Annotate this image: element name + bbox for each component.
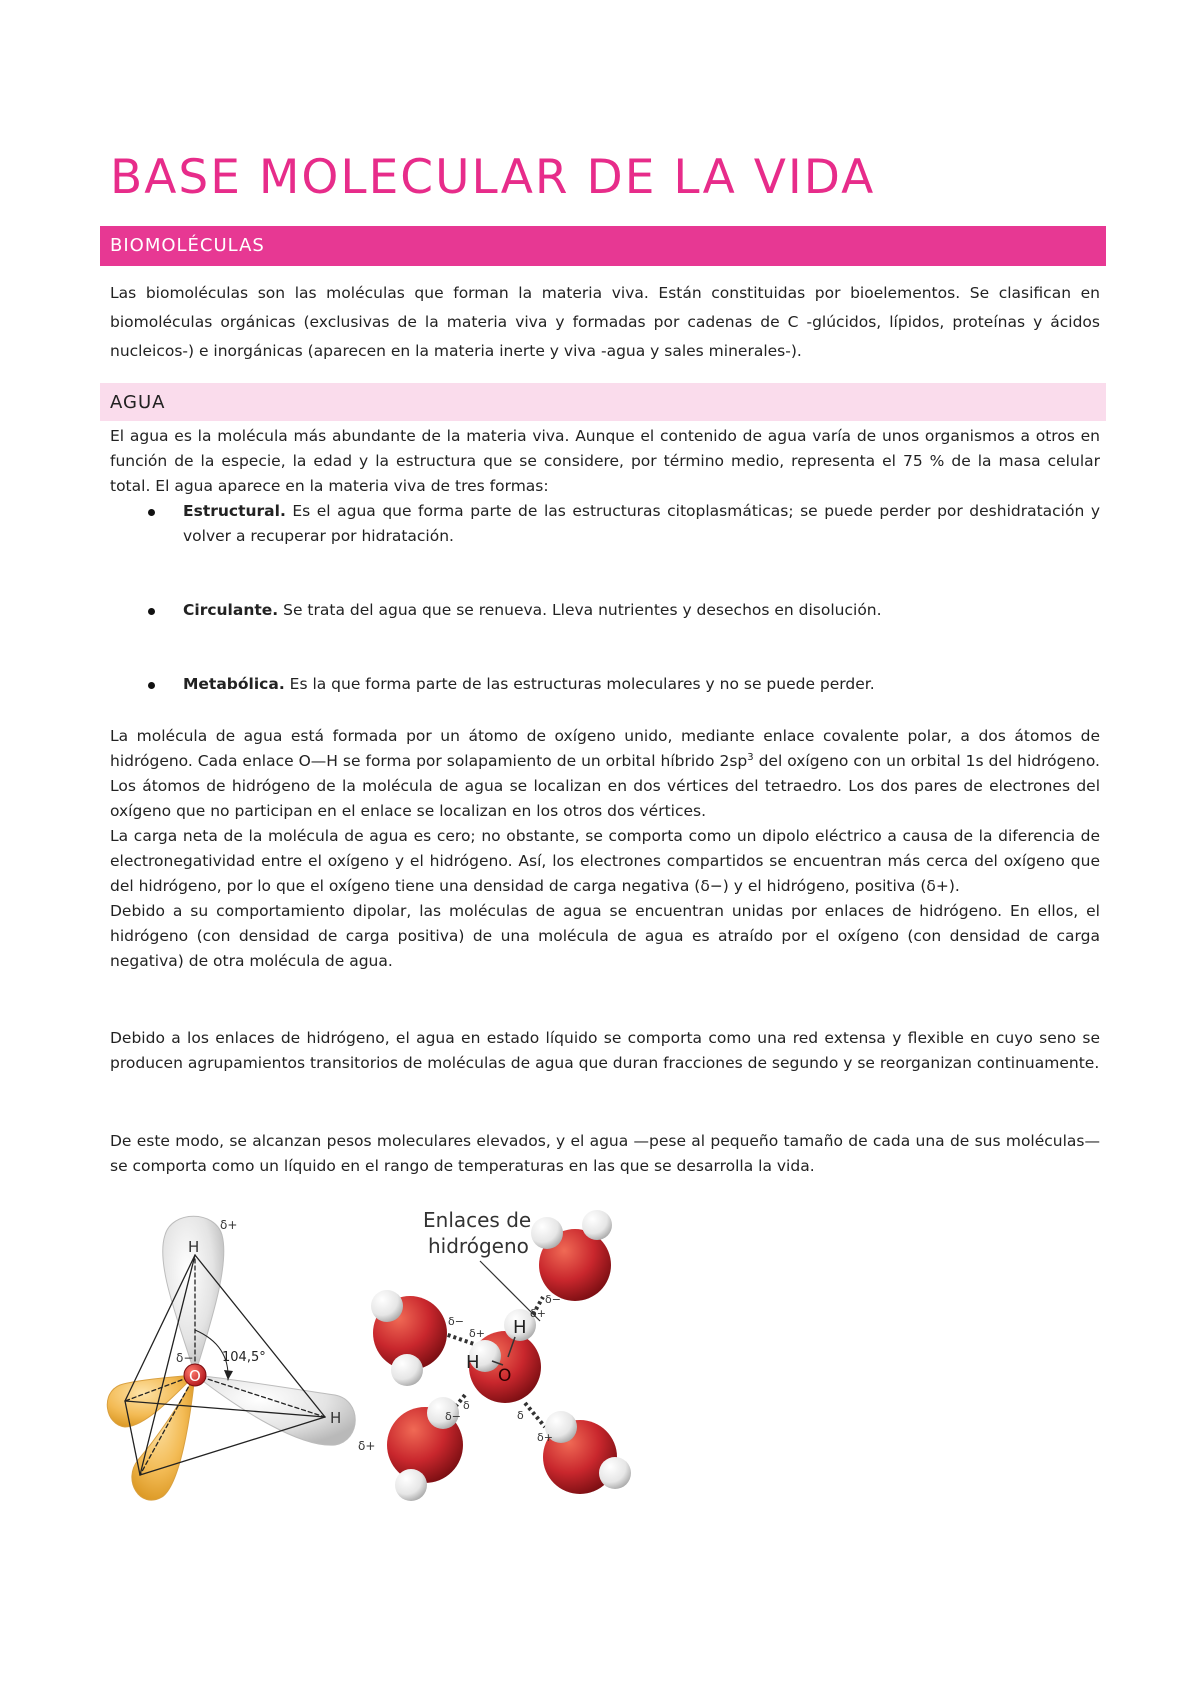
label-bond-angle: 104,5° xyxy=(222,1350,266,1365)
molecule-text-part2: del oxígeno con un orbital 1s del hidrógeno. Los átomos de hidrógeno de la molécula de agua se localizan en dos vértices del tetraedro. Los dos pares de electrones del oxígeno que no participan en el enlace se localizan en los otros dos vértices. xyxy=(110,752,1100,820)
bullet-dot-icon xyxy=(148,682,155,689)
label-hydrogen-top: H xyxy=(188,1238,200,1256)
bullet-estructural xyxy=(110,499,1100,549)
label-h-central-top: H xyxy=(513,1317,527,1338)
label-delta-minus: δ− xyxy=(445,1410,461,1423)
label-delta-minus: δ− xyxy=(545,1293,561,1306)
hydrogen-atom xyxy=(371,1290,403,1322)
section-heading-agua: AGUA xyxy=(100,383,1106,421)
hydrogen-atom xyxy=(531,1217,563,1249)
water-tetrahedron-figure xyxy=(100,1205,390,1510)
molecule-structure-text xyxy=(110,724,1100,824)
bullet-description: Es la que forma parte de las estructuras moleculares y no se puede perder. xyxy=(284,675,875,693)
network-text: Debido a los enlaces de hidrógeno, el agua en estado líquido se comporta como una red extensa y flexible en cuyo seno se producen agrupamientos transitorios de moléculas de agua que duran fracciones de segundo y se reorganizan continuamente. xyxy=(110,1029,1100,1072)
bullet-description: Se trata del agua que se renueva. Lleva nutrientes y desechos en disolución. xyxy=(278,601,882,619)
label-delta-plus: δ+ xyxy=(530,1307,546,1320)
hydrogen-atom xyxy=(395,1469,427,1501)
bullet-dot-icon xyxy=(148,509,155,516)
label-delta-plus: δ+ xyxy=(537,1431,553,1444)
hydrogen-atom xyxy=(391,1354,423,1386)
bullet-metabolica xyxy=(110,672,1100,697)
caption-line-1: Enlaces de xyxy=(423,1208,532,1232)
label-delta-plus: δ+ xyxy=(469,1327,485,1340)
superscript: 3 xyxy=(747,751,754,763)
hydrogen-atom xyxy=(582,1210,612,1240)
network-paragraph xyxy=(110,1026,1100,1076)
label-hydrogen-right: H xyxy=(330,1409,342,1427)
label-h-central-left: H xyxy=(466,1352,480,1373)
weights-text: De este modo, se alcanzan pesos moleculares elevados, y el agua —pese al pequeño tamaño de cada una de sus moléculas— se comporta como un líquido en el rango de temperaturas en las que se desarrolla la vida. xyxy=(110,1132,1100,1175)
page-title: BASE MOLECULAR DE LA VIDA xyxy=(110,150,876,205)
label-delta-plus-right: δ+ xyxy=(358,1439,376,1453)
label-delta: δ xyxy=(517,1409,524,1422)
biomoleculas-text: Las biomoléculas son las moléculas que forman la materia viva. Están constituidas por bioelementos. Se clasifican en biomoléculas orgánicas (exclusivas de la materia viva y formadas por cadenas de C -glúcidos, lípidos, proteínas y ácidos nucleicos-) e inorgánicas (aparecen en la materia inerte y viva -agua y sales minerales-). xyxy=(110,284,1100,360)
molecule-text-part1: La molécula de agua está formada por un átomo de oxígeno unido, mediante enlace covalente polar, a dos átomos de hidrógeno. Cada enlace O—H se forma por solapamiento de un orbital híbrido 2sp xyxy=(110,727,1100,770)
agua-molecule-paragraphs xyxy=(110,724,1100,974)
weights-paragraph xyxy=(110,1129,1100,1179)
bullet-text xyxy=(183,598,1100,623)
label-delta-plus-top: δ+ xyxy=(220,1218,238,1232)
label-delta: δ xyxy=(463,1399,470,1412)
agua-intro-text: El agua es la molécula más abundante de la materia viva. Aunque el contenido de agua varía de unos organismos a otros en función de la especie, la edad y la estructura que se considere, por término medio, representa el 75 % de la masa celular total. El agua aparece en la materia viva de tres formas: xyxy=(110,427,1100,495)
section-heading-biomoleculas: BIOMOLÉCULAS xyxy=(100,226,1106,266)
label-delta-minus-oxygen: δ− xyxy=(176,1351,194,1365)
bullet-text xyxy=(183,672,1100,697)
bullet-description: Es el agua que forma parte de las estructuras citoplasmáticas; se puede perder por deshidratación y volver a recuperar por hidratación. xyxy=(183,502,1100,545)
biomoleculas-paragraph xyxy=(110,279,1100,366)
bullet-term: Circulante. xyxy=(183,601,279,619)
dipole-text: Debido a su comportamiento dipolar, las moléculas de agua se encuentran unidas por enlaces de hidrógeno. En ellos, el hidrógeno (con densidad de carga positiva) de una molécula de agua es atraído por el oxígeno (con densidad de carga negativa) de otra molécula de agua. xyxy=(110,902,1100,970)
caption-line-2: hidrógeno xyxy=(428,1234,529,1258)
label-oxygen: O xyxy=(189,1367,201,1385)
label-o-central: O xyxy=(498,1366,512,1386)
bullet-dot-icon xyxy=(148,608,155,615)
hydrogen-atom xyxy=(599,1457,631,1489)
bullet-term: Estructural. xyxy=(183,502,286,520)
bullet-circulante xyxy=(110,598,1100,623)
label-delta-minus: δ− xyxy=(448,1315,464,1328)
agua-intro-paragraph xyxy=(110,424,1100,499)
charge-text: La carga neta de la molécula de agua es cero; no obstante, se comporta como un dipolo eléctrico a causa de la diferencia de electronegatividad entre el oxígeno y el hidrógeno. Así, los electrones compartidos se encuentran más cerca del oxígeno que del hidrógeno, por lo que el oxígeno tiene una densidad de carga negativa (δ−) y el hidrógeno, positiva (δ+). xyxy=(110,827,1100,895)
bullet-text xyxy=(183,499,1100,549)
bullet-term: Metabólica. xyxy=(183,675,285,693)
hydrogen-bond-network-figure xyxy=(365,1195,680,1510)
